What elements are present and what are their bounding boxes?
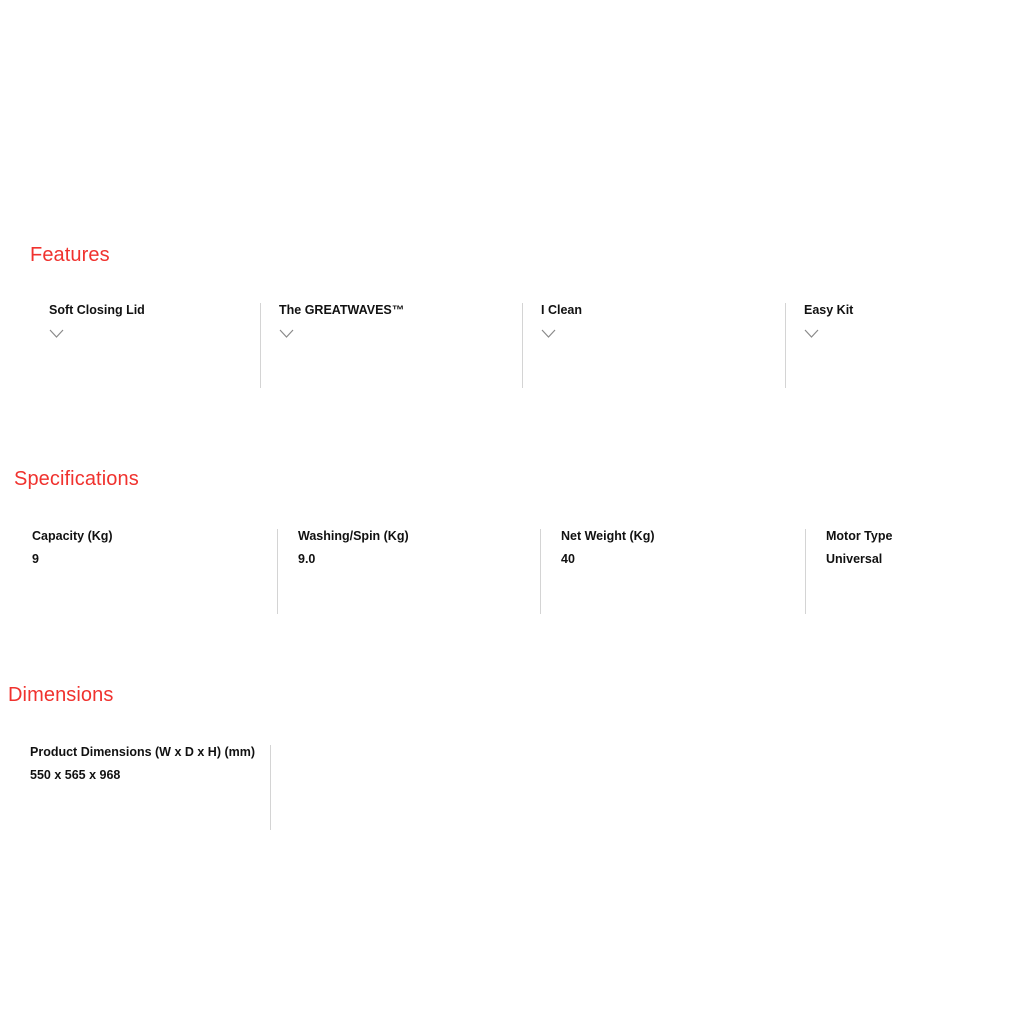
feature-label: Soft Closing Lid — [49, 302, 145, 317]
card-divider — [260, 303, 261, 388]
specifications-section — [0, 452, 1024, 614]
card-divider — [522, 303, 523, 388]
features-section — [0, 228, 1024, 388]
spec-card-net-weight — [540, 529, 805, 614]
spec-value: 40 — [561, 551, 575, 566]
spec-value: Universal — [826, 551, 883, 566]
card-divider — [270, 745, 271, 830]
features-card-list — [0, 303, 1024, 388]
feature-card-i-clean — [522, 303, 785, 388]
features-section-title: Features — [30, 243, 110, 266]
dimension-value: 550 x 565 x 968 — [30, 767, 121, 782]
spec-label: Washing/Spin (Kg) — [298, 528, 409, 543]
feature-label: I Clean — [541, 302, 582, 317]
feature-card-soft-closing-lid — [0, 303, 260, 388]
spec-value: 9 — [32, 551, 39, 566]
check-icon — [49, 328, 64, 338]
card-divider — [277, 529, 278, 614]
feature-label: Easy Kit — [804, 302, 854, 317]
spec-value: 9.0 — [298, 551, 316, 566]
spec-label: Capacity (Kg) — [32, 528, 113, 543]
spec-label: Motor Type — [826, 528, 893, 543]
dimension-card-product-dimensions — [0, 745, 271, 830]
feature-card-the-greatwaves — [260, 303, 522, 388]
check-icon — [804, 328, 819, 338]
dimensions-card-list — [0, 745, 1024, 830]
check-icon — [541, 328, 556, 338]
card-divider — [785, 303, 786, 388]
feature-card-easy-kit — [785, 303, 994, 388]
card-divider — [540, 529, 541, 614]
dimension-label: Product Dimensions (W x D x H) (mm) — [30, 744, 256, 759]
specifications-card-list — [0, 529, 1024, 614]
feature-label: The GREATWAVES™ — [279, 302, 405, 317]
card-divider — [805, 529, 806, 614]
dimensions-section-title: Dimensions — [8, 683, 114, 706]
spec-card-capacity — [0, 529, 277, 614]
dimensions-section — [0, 668, 1024, 830]
spec-card-motor-type — [805, 529, 1024, 614]
spec-card-washing-spin — [277, 529, 540, 614]
specifications-section-title: Specifications — [14, 467, 139, 490]
check-icon — [279, 328, 294, 338]
spec-label: Net Weight (Kg) — [561, 528, 655, 543]
